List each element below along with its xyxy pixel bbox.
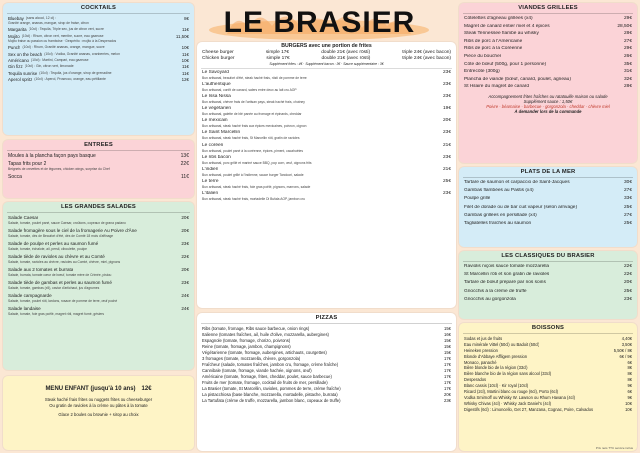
viandes-title: VIANDES GRILLEES [463,3,633,14]
item-name: L'indien [202,166,219,172]
item-price: 17€ [444,356,451,361]
item-name: Salade aux 2 tomates et burrata [8,266,74,272]
item-price: 25€ [442,178,451,184]
item-name: Le coréen [202,142,224,148]
item-name: Aperol spritz [8,77,33,83]
viandes-note-4: À demander lors de la commande [514,108,582,114]
item-name: Fruits de mer (tomate, fromage, cocktail de fruits de mer, persillade) [202,380,328,385]
item-description: Bun artisanal, steak haché frais, foie gras poêlé, pignons, marrons, salade [202,184,311,189]
enfant-title: MENU ENFANT (jusqu'à 10 ans) [45,386,136,392]
item-description: Bun artisanal, confit de canard, salers entre deux au lait cru AOP [202,88,297,93]
item-name: Raviolis niçois sauce tomate mozzarella [464,264,550,269]
item-name: Gambas grillées en persillade (x4) [464,212,537,218]
item-price: 10€ [625,400,632,406]
viandes-note-1: Accompagnement frites fraîches ou ratatouille maison ou salade [488,93,608,99]
item-price: 20€ [181,215,189,220]
item-price: 17€ [444,374,451,379]
item-price: 25€ [623,288,632,294]
item-name: Salade landaise [8,305,41,311]
item-price: 10€ [181,57,189,63]
item-price: 28€ [623,31,632,37]
item-price: 17€ [444,380,451,385]
item-name: 3 fromages (tomate, mozzarella, chèvre, gorgonzola) [202,356,301,361]
item-price: 11€ [182,70,189,76]
menu-item [3,52,194,57]
item-price: 23€ [181,279,189,285]
item-price: 17€ [444,362,451,367]
item-name: Côte de bœuf (500g, pour 1 personne) [464,61,547,67]
item-name: Vodka Smirnoff ou Whisky W. Lawson ou Rhum Havana (4cl) [464,394,575,400]
item-description: Bun artisanal, steak haché frais aux épices mexicaines, poivron, oignon [202,124,307,129]
item-desc: (10cl) : Vodka, Granité ananas, cranberries, melon [44,51,120,56]
item-price: 28,50€ [617,23,632,29]
menu-item [3,27,194,32]
item-price: 30€ [623,180,632,185]
item-name: Bière blonde bio de la région (33cl) [464,365,528,371]
item-price: 8€ [184,16,189,21]
pizzas-panel [197,313,456,451]
item-name: Mojito [8,33,20,39]
item-price: 3,50€ [621,341,632,347]
item-price: 27€ [623,212,632,218]
item-price: 24€ [181,305,189,311]
burgers-note: Supplément frites : 4€ · Supplément bacon : 3€ · Sauce supplémentaire : 3€ [269,62,384,66]
item-desc: (sans alcool, 12 cl) : [25,16,57,20]
burgers-title: BURGERS avec une portion de frites [281,43,372,49]
item-name: Reine (tomate, fromage, jambon, champignons) [202,344,291,349]
item-name: Gin fizz [8,64,23,70]
item-description: Granité orange, ananas, mangue, sirop de fraise, citron [8,21,89,26]
enfant-price: 12€ [141,386,152,392]
item-price: 9€ [627,394,632,400]
item-name: La Tartufata (crème de truffe, mozzarella, jambon blanc, copeaux de truffe) [202,398,341,403]
item-name: Gambas flambées au Pastis (x4) [464,188,534,194]
mer-panel [459,167,637,247]
item-name: Bière blanche bio de la région sans alcool (33cl) [464,371,552,377]
item-price: 23€ [442,70,451,75]
item-name: Heineken pression [464,347,498,353]
item-name: Magret de canard entier miel et 4 épices [464,23,550,29]
boissons-footer: Prix nets TTC service inclus [595,446,633,450]
item-name: Sex on the beach [8,51,43,57]
item-price: 28€ [623,84,632,90]
item-price: 23€ [442,82,451,88]
viandes-note-2: Supplément sauce : 1,50€ [523,98,573,104]
item-name: Le mexicain [202,118,228,124]
item-description: Bun artisanal, steak haché frais, mortadelle Di Bufala AOP, jambon cru [202,196,305,201]
item-price: 23€ [181,240,189,246]
item-price: 25€ [623,220,632,226]
item-name: Salade de poulpe et perles au saumon fumé [8,240,99,246]
item-price: 29€ [623,46,632,52]
item-price: 16€ [444,332,451,337]
item-name: Italienne (tomates fraîches, ail, huile d'olive, mozzarella, aubergines) [202,332,329,337]
item-description: Beignets de crevettes et de légumes, chicken wings, surprise du Chef [8,167,110,172]
item-price: 23€ [444,398,451,403]
item-price: 15€ [444,326,451,331]
item-name: Monaco, panaché [464,359,497,365]
item-name: Desperados [464,377,487,383]
menu-item [3,45,194,50]
item-name: Eau minérale Vittel (50cl) ou Badoit (50cl) [464,341,540,347]
item-name: Punch [8,45,21,51]
item-price: 8€ [627,371,632,377]
mer-title: PLATS DE LA MER [463,167,633,178]
item-price: 15€ [444,350,451,355]
item-price: 12€ [181,77,189,83]
item-description: Bun artisanal, porc grillé et mariné sauce BBQ, pop corn, œuf, oignons frits [202,160,312,165]
menu-item [3,77,194,82]
item-name: Blanc cassis (10cl) · Kir royal (10cl) [464,383,529,389]
item-name: Sodas et jus de fruits [464,336,503,341]
item-desc: (10cl) : Aperol, Prosecco, orange, eau pétillante [34,77,106,82]
item-price: 11,50€ [175,33,189,39]
item-price: 21€ [442,142,451,148]
item-name: Salade campagnarde [8,292,52,298]
pizzas-title: PIZZAS [201,313,452,324]
item-price: 20€ [181,227,189,233]
item-name: Espagnole (tomate, fromage, chorizo, poivrons) [202,338,291,343]
item-description: Salade, tomate, échalote, ail, persil, ciboulette, poulpe [8,246,87,251]
item-price: 11€ [182,51,189,57]
item-desc: (10cl) : Martini, Campari, eau gazeuse [31,57,89,62]
item-price: 11€ [182,64,189,70]
item-desc: (10cl) : Gin, citron vert, limonade [24,64,74,69]
enfant-line-3: Glace 2 boules ou brownie + sirop au choix [58,412,139,417]
item-price: 8€ [627,377,632,383]
item-name: Gnocchis au gorgonzola [464,296,516,302]
item-name: Margarita [8,27,27,33]
item-description: Salade, tomate, poulet rôti, lardons, rosace de pomme de terre, œuf poché [8,298,118,303]
item-price: 26€ [623,53,632,59]
item-name: Bluebay [8,16,24,21]
entrees-title: ENTREES [7,140,190,151]
item-price: 22€ [181,253,189,259]
item-price: 35€ [623,61,632,67]
enfant-panel [3,376,194,450]
menu-item [3,64,194,69]
item-price: 11€ [182,27,189,33]
item-price: 6€ [627,389,632,395]
item-name: Ribs de porc à l'Américaine [464,38,523,44]
item-name: Salade tiède de gambas et perles au saumon fumé [8,279,112,285]
enfant-line-1: Steak haché frais frites ou nuggets frites ou cheeseburger [44,397,153,402]
item-name: Cannibale (tomate, fromage, viande hachée, oignons, œuf) [202,368,312,373]
item-name: Filet de dorade ou de bar cuit vapeur (selon arrivage) [464,204,578,210]
boissons-title: BOISSONS [463,323,633,334]
item-name: Gnocchis à la crème de truffe [464,288,527,294]
item-description: Salade, tomate, dés de Beaufort d'été, dés de Comté 18 mois d'affinage [8,233,114,238]
item-name: Plancha de viande (bœuf, canard, poulet, agneau) [464,76,571,82]
item-name: Digestifs (6cl) : Limoncello, Get 27, Manzana, Cognac, Poire, Calvados [464,406,594,412]
item-name: Salade tiède de ravioles au chèvre et au Comté [8,253,105,259]
item-price: 23€ [623,296,632,302]
item-price: 13€ [180,153,189,159]
item-price: 6€ [627,359,632,365]
item-price: 4,40€ [621,336,632,341]
item-name: Tagliatelles fraîches au saumon [464,220,532,226]
cocktails-title: COCKTAILS [7,3,190,14]
item-price: 21€ [442,166,451,172]
burger-cell: triple 24€ (avec bacon) [402,50,451,55]
boissons-panel [459,323,637,451]
enfant-line-2: Ou gratin de ravioles à la crème ou pâtes à la tomate [49,403,148,408]
item-name: Steak Tennessee flambé au whisky [464,31,539,37]
item-description: Bun artisanal, beaufort d'été, steak haché frais, rösti de pomme de terre [202,76,307,80]
burger-cell: simple 17€ [266,56,290,61]
item-description: Bun artisanal, chèvre frais de l'artisan pays, steak haché frais, chutney [202,100,305,105]
item-price: 27€ [623,38,632,44]
classiques-panel [459,251,637,319]
item-price: 23€ [442,190,451,196]
salades-panel [3,202,194,370]
burger-cell: triple 24€ (avec bacon) [402,56,451,61]
item-name: Le terre [202,178,219,184]
item-price: 33€ [623,196,632,202]
item-description: Salade, tomate, gambas (x5), caviar d'artichaut, jus d'agrumes [8,285,100,290]
item-price: 22€ [180,161,189,168]
brand-header [197,6,442,40]
item-name: Entrecôte (300g) [464,69,500,75]
item-price: 15€ [444,344,451,349]
item-price: 27€ [623,188,632,194]
item-name: Le ribs bacon [202,154,231,160]
item-price: 20€ [181,266,189,272]
entrees-panel [3,140,194,198]
item-name: Blonde d'Abbaye Affligem pression [464,353,528,359]
item-price: 10€ [625,406,632,412]
item-price: 10€ [181,45,189,51]
item-desc: (10cl) : Rhum, citron vert, menthe, sucre, eau gazeuse [21,33,104,38]
cocktails-panel [3,3,194,135]
item-name: Socca [8,174,22,181]
item-name: Tartare de bœuf préparé par nos soins [464,280,546,286]
item-price: 31€ [623,69,632,75]
item-price: 23€ [442,130,451,136]
item-name: Le Saint Marcellin [202,130,241,136]
item-name: Végétarienne (tomate, fromage, aubergines, artichauts, courgettes) [202,350,327,355]
item-name: Salade Caesar [8,215,39,220]
item-desc: (10cl) : Tequila, Triple sec, jus de citron vert, sucre [28,27,104,32]
item-price: 20€ [442,118,451,124]
item-name: Pièce du boucher [464,53,502,59]
item-name: Côtelettes d'agneau grillées (x4) [464,16,533,21]
item-name: Ricard (2cl), Martini blanc ou rouge (6cl), Porto (6cl) [464,389,558,395]
item-name: Whisky Chivas (4cl) · Whisky Jack Daniel's (4cl) [464,400,551,406]
item-desc: (10cl) : Rhum, Granité ananas, orange, mangue, sucre [22,45,105,50]
item-price: 8€ [627,365,632,371]
menu-item [3,71,194,76]
item-name: Moules à la plancha façon pays basque [8,153,96,159]
item-name: L'authentique [202,82,231,88]
item-name: Le Issa Nissa [202,94,231,100]
item-price: 23€ [442,94,451,100]
item-price: 24€ [181,292,189,298]
item-name: Américaine (tomate, fromage, frites, cheddar, poulet, sauce barbecue) [202,374,332,379]
item-price: 23€ [442,154,451,160]
item-price: 32€ [623,76,632,82]
burger-cell: double 21€ (avec rösti) [321,56,371,61]
item-description: Bun artisanal, steak haché frais, St Marcellin rôti, gratin de ravioles [202,136,300,141]
item-name: Tartare de saumon et carpaccio de Saint-Jacques [464,180,570,185]
item-name: Fraîcheur (salade, tomates fraîches, jambon cru, fromage, crème fraîche) [202,362,339,367]
item-description: Bun artisanal, galette de blé panée au fromage et épinards, cheddar [202,112,302,117]
menu-item [3,58,194,63]
item-price: 29€ [623,16,632,21]
item-name: Américano [8,57,29,63]
item-price: 25€ [623,204,632,210]
item-price: 15€ [444,338,451,343]
item-name: Salade fromagère sous le ciel de la fromagerie Au Poivre d'Âne [8,227,137,233]
item-description: Bun artisanal, poulet grillé à l'indienne, sauce burger Tandoori, salade [202,172,304,177]
burger-cell: Chicken burger [202,56,235,61]
viandes-note-3: Poivre · béarnaise · barbecue · gorgonzola · cheddar · chèvre miel [486,103,610,109]
item-name: St Marcellin rôti et son gratin de ravioles [464,272,550,278]
item-price: 5,50€ / 8€ [613,347,632,353]
item-description: Salade, burrata, tomate cœur de bœuf, tomate mère de Crimée, pistou [8,272,112,277]
item-price: 17€ [444,386,451,391]
item-desc: (10cl) : Tequila, jus d'orange, sirop de grenadine [39,70,112,75]
item-price: 22€ [623,264,632,269]
item-description: Salade, tomate, foie gras poêlé, magret rôti, magret fumé, gésiers [8,311,105,316]
brand-logo: LE BRASIER [223,6,416,39]
salades-title: LES GRANDES SALADES [7,202,190,213]
item-name: St Hilaire du magret de canard [464,84,530,90]
item-name: Tapas frits pour 2 [8,161,47,168]
item-name: La Brasier (tomate, St Marcellin, ravioles, pommes de terre, crème fraîche) [202,386,341,391]
item-price: 6€ / 9€ [619,353,632,359]
viandes-panel [459,3,637,163]
item-description: Bun artisanal, poulet pané à la coréenne, épices, piment, cacahuètes [202,148,303,153]
item-price: 20€ [444,392,451,397]
burgers-panel [197,42,456,308]
burger-cell: simple 17€ [265,50,290,55]
item-description: Mojito fraise ou passion ou framboise · Despérito : mojito à la Desperados [8,38,117,43]
classiques-title: LES CLASSIQUES DU BRASIER [463,251,633,262]
item-description: Salade, tomate, poulet pané, sauce Caesar, croûtons, copeaux de grana padano [8,220,126,225]
item-name: Ribs de porc à la Coréenne [464,46,523,52]
item-name: Tequila sunrise [8,70,38,76]
item-price: 9€ [627,383,632,389]
item-name: La pistacchiosa (base blanche, mozzarella, mortadelle, pistache, burrata) [202,392,338,397]
item-name: Ribs (tomate, fromage, Ribs sauce barbecue, onion rings) [202,326,310,331]
item-price: 22€ [623,272,632,278]
item-name: Le végétarien [202,106,232,112]
item-price: 11€ [181,174,189,181]
item-name: Poulpe grillé [464,196,491,202]
item-name: L'italien [202,190,219,196]
item-price: 17€ [444,368,451,373]
burger-cell: double 21€ (avec rösti) [321,50,371,55]
item-description: Salade, tomate, ravioles au chèvre, ravioles au Comté, chèvre, miel, pignons [8,259,121,264]
item-name: Le Savoyard [202,70,229,75]
burger-cell: Cheese burger [202,50,234,55]
item-price: 20€ [623,280,632,286]
item-price: 19€ [442,106,451,112]
